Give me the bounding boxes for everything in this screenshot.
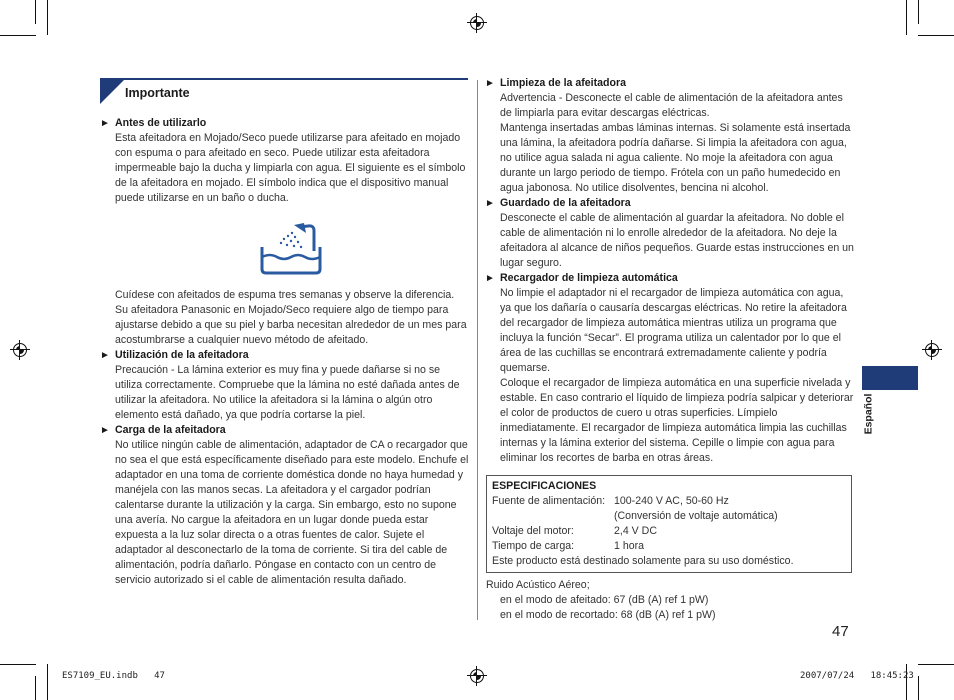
paragraph: Esta afeitadora en Mojado/Seco puede utilizarse para afeitado en mojado con espuma o para afeitado en seco. Puede utilizar esta afeitadora impermeable bajo la ducha y limpiarla con agua. El siguiente es el símbolo de la afeitadora en mojado. El símbolo indica que el dispositivo manual puede utilizarse en un baño o ducha. (115, 132, 466, 204)
registration-mark-icon (922, 340, 942, 360)
crop-mark (35, 0, 36, 24)
specs-title: ESPECIFICACIONES (492, 480, 597, 492)
spec-value: 100-240 V AC, 50-60 Hz (614, 495, 729, 507)
paragraph: No limpie el adaptador ni el recargador de limpieza automática con agua, ya que los dañaría o causaría descargas eléctricas. No retire la afeitadora del recargador de limpieza automática mientras utiliza un programa que incluya la función “Secar”. El programa utiliza un calentador por lo que el área de las cuchillas se encontrará extremadamente caliente y podría quemarse. (500, 287, 847, 374)
spec-value: (Conversión de voltaje automática) (614, 510, 778, 522)
noise-title: Ruido Acústico Aéreo; (486, 579, 590, 591)
heading-antes: ► Antes de utilizarlo (100, 117, 207, 129)
crop-mark (918, 0, 919, 24)
heading-carga: ► Carga de la afeitadora (100, 424, 226, 436)
bath-shower-symbol (115, 206, 470, 288)
right-column (485, 76, 855, 466)
paragraph: Precaución - La lámina exterior es muy fina y puede dañarse si no se utiliza correctamente. Compruebe que la lámina no esté dañada antes de utilizar la afeitadora. No utilice la afeitadora si la lámina o algún otro elemento está dañado, ya que podría cortarse la piel. (115, 364, 460, 421)
section-banner (100, 78, 468, 104)
language-tab (862, 366, 918, 390)
registration-mark-icon (467, 666, 487, 686)
crop-mark (47, 664, 48, 700)
noise-section (486, 578, 846, 623)
spec-label (492, 509, 614, 524)
heading-limpieza: ► Limpieza de la afeitadora (485, 77, 626, 89)
banner-triangle-icon (100, 78, 126, 104)
crop-mark (918, 35, 954, 36)
specs-row (492, 509, 778, 524)
heading-recargador: ► Recargador de limpieza automática (485, 272, 678, 284)
heading-guardado: ► Guardado de la afeitadora (485, 197, 631, 209)
spec-label: Voltaje del motor: (492, 525, 574, 537)
spec-value: 1 hora (614, 540, 645, 552)
crop-mark (0, 664, 36, 665)
specs-row (492, 524, 778, 539)
noise-line: en el modo de recortado: 68 (dB (A) ref 1 pW) (500, 609, 716, 621)
left-column (100, 116, 470, 588)
crop-mark (906, 664, 907, 700)
registration-mark-icon (467, 13, 487, 33)
footer-file: ES7109_EU.indb 47 (62, 671, 165, 681)
paragraph: Cuídese con afeitados de espuma tres semanas y observe la diferencia. Su afeitadora Panasonic en Mojado/Seco requiere algo de tiempo para ajustarse debido a que su piel y barba necesitan alrededor de un mes para acostumbrarse a cualquier nuevo método de afeitado. (115, 289, 467, 346)
specs-row (492, 494, 778, 509)
language-tab-label: Español (862, 393, 875, 435)
paragraph: Mantenga insertadas ambas láminas internas. Si solamente está insertada una lámina, la afeitadora podría dañarse. Si limpia la afeitadora con agua, no utilice agua salada ni agua caliente. No moje la afeitadora con agua durante un largo periodo de tiempo. Frótela con un paño humedecido en agua jabonosa. No utilice disolventes, bencina ni alcohol. (500, 122, 851, 194)
spec-label: Fuente de alimentación: (492, 495, 606, 507)
footer-timestamp: 2007/07/24 18:45:23 (800, 671, 914, 681)
column-divider (477, 80, 478, 620)
heading-utilizacion: ► Utilización de la afeitadora (100, 349, 249, 361)
specifications-box (486, 475, 852, 573)
bath-shower-icon (260, 221, 322, 277)
crop-mark (35, 676, 36, 700)
specs-note: Este producto está destinado solamente para su uso doméstico. (492, 555, 794, 567)
page-number: 47 (832, 623, 849, 640)
crop-mark (47, 0, 48, 35)
noise-line: en el modo de afeitado: 67 (dB (A) ref 1 pW) (500, 594, 709, 606)
paragraph: Advertencia - Desconecte el cable de alimentación de la afeitadora antes de limpiarla para evitar descargas eléctricas. (500, 92, 843, 119)
registration-mark-icon (10, 340, 30, 360)
paragraph: Desconecte el cable de alimentación al guardar la afeitadora. No doble el cable de alimentación ni lo enrolle alrededor de la afeitadora. No deje la afeitadora al alcance de niños pequeños. Guarde estas instrucciones en un lugar seguro. (500, 212, 854, 269)
paragraph: Coloque el recargador de limpieza automática en una superficie nivelada y estable. En caso contrario el líquido de limpieza podría salpicar y deteriorar el color de productos de cuero u otras superficies. Límpielo inmediatamente. El recargador de limpieza automática limpia las cuchillas internas y la lámina exterior del sistema. Cepille o limpie con agua para eliminar los recortes de barba en otras áreas. (500, 377, 854, 464)
section-title: Importante (125, 86, 190, 100)
specs-row (492, 539, 778, 554)
crop-mark (906, 0, 907, 35)
crop-mark (918, 676, 919, 700)
spec-label: Tiempo de carga: (492, 540, 575, 552)
paragraph: No utilice ningún cable de alimentación, adaptador de CA o recargador que no sea el que está específicamente diseñado para este modelo. Enchufe el adaptador en una toma de corriente doméstica donde no haya humedad y manéjela con las manos secas. La afeitadora y el cargador podrían calentarse durante la utilización y la carga. Sin embargo, esto no supone una avería. No cargue la afeitadora en un lugar donde pueda estar expuesta a la luz solar directa o a otras fuentes de calor. Sujete el adaptador al desconectarlo de la toma de corriente. Si tira del cable de alimentación, podría dañarlo. Póngase en contacto con un centro de servicio autorizado si el cable de alimentación resulta dañado. (115, 439, 469, 586)
crop-mark (918, 664, 954, 665)
crop-mark (0, 35, 36, 36)
spec-value: 2,4 V DC (614, 525, 657, 537)
specs-table (492, 494, 778, 554)
